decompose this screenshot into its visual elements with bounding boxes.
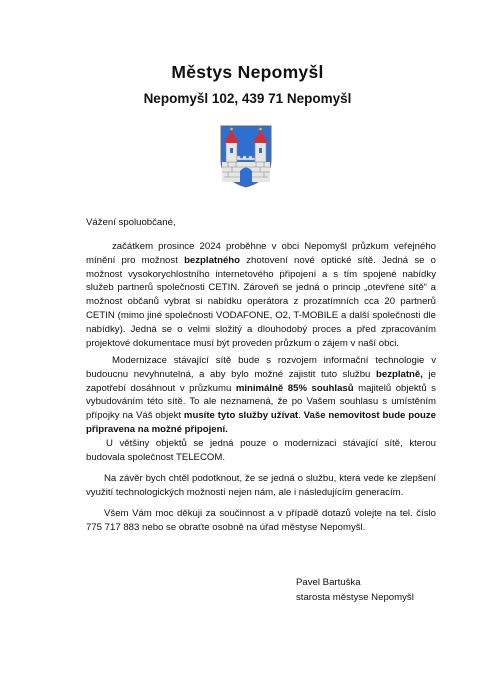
paragraph-2-text-b: je zapotřebí dosáhnout v průzkumu <box>86 368 437 394</box>
paragraph-2-bold-free: bezplatně, <box>376 368 423 380</box>
paragraph-1-text: začátkem prosince 2024 proběhne v obci Nepomyšl průzkum veřejného mínění pro možnost <box>86 241 436 266</box>
paragraph-2-bold-ready: Vaše nemovitost bude pouze připravena na možné připojení. <box>86 410 436 435</box>
paragraph-4: Na závěr bych chtěl podotknout, že se jedná o službu, která vede ke zlepšení využití technologických možností nejen nám, ale i následujícím generacím. <box>86 473 436 498</box>
paragraph-3: U většiny objektů se jedná pouze o modernizaci stávající sítě, kterou budovala společnost TELECOM. <box>86 438 436 463</box>
paragraph-1-bold: bezplatného <box>184 254 241 266</box>
signature-block <box>296 576 414 605</box>
paragraph-2-text-c: majitelů objektů s vybudováním této sítě. To ale neznamená, že po Vašem souhlasu s umístěním přípojky na Váš objekt <box>86 382 436 422</box>
paragraph-2-text: Modernizace stávající sítě bude s rozvojem informační technologie v budoucnu nevyhnutelná, a aby bylo možné zajistit tuto službu <box>86 355 436 380</box>
signature-role: starosta městyse Nepomyšl <box>296 591 414 603</box>
paragraph-2-text-d: . <box>298 410 304 422</box>
letter-address: Nepomyšl 102, 439 71 Nepomyšl <box>143 91 352 106</box>
paragraph-5: Všem Vám moc děkuji za součinnost a v případě dotazů volejte na tel. číslo 775 717 883 nebo se obraťte osobně na úřad městyse Nepomyšl. <box>86 508 436 533</box>
letter-title: Městys Nepomyšl <box>171 62 324 82</box>
paragraph-1-text-cont: zhotovení nové optické sítě. Jedná se o možnost vysokorychlostního internetového připojení a s tím spojené nabídky služeb partnerů společnosti CETIN. Zároveň se jedná o princip „otevřené sítě“ a možnost občanů vybrat si nabídku operátora z prozatímních cca 20 partnerů CETIN (mimo jiné společnosti VODAFONE, O2, T-MOBILE a další společnosti dle nabídky). Jedná se o velmi složitý a dlouhodobý proces a před zpracováním projektové dokumentace musí být proveden průzkum o zájem v naší obci. <box>86 254 436 349</box>
paragraph-2 <box>86 354 436 437</box>
greeting: Vážení spoluobčané, <box>86 217 176 228</box>
paragraph-2-bold-percent: minimálně 85% souhlasů <box>235 382 354 394</box>
paragraph-1 <box>86 240 436 350</box>
signature-name: Pavel Bartuška <box>296 577 361 588</box>
municipal-coat-of-arms-icon <box>218 124 274 188</box>
paragraph-2-bold-must: musíte tyto služby užívat <box>183 410 299 422</box>
